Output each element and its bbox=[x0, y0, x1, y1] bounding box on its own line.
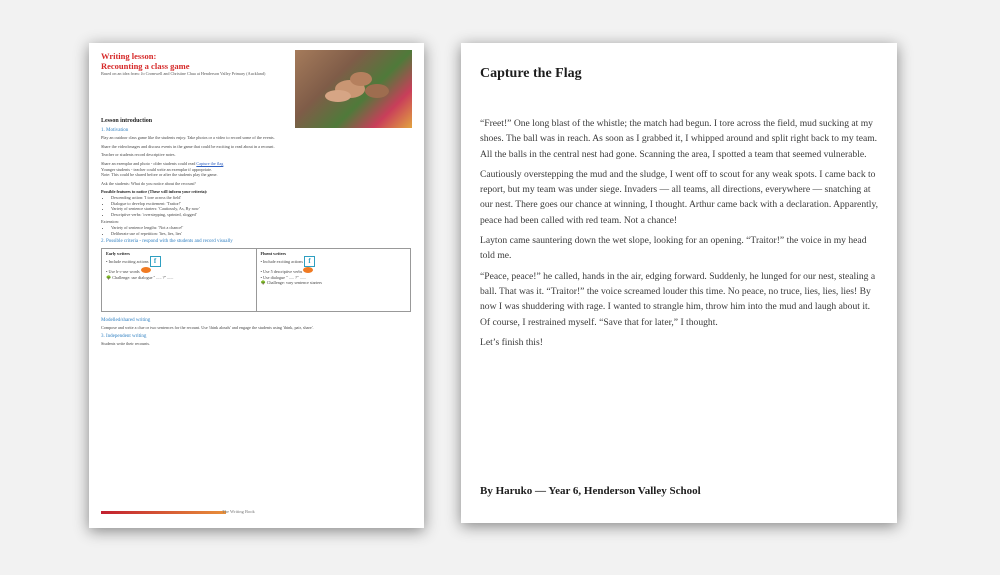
section-independent-heading: 3. Independent writing bbox=[101, 333, 147, 339]
footer-bar bbox=[101, 511, 226, 514]
early-writers-column: Early writers • Include exciting actions f • Use b-c-use words 🌳 Challenge: use dialogue " ..... ?" ...... bbox=[106, 250, 174, 280]
lesson-credit: Based on an idea from: Jo Cromwell and Christine Chua at Henderson Valley Primary (Auckland) bbox=[101, 71, 266, 76]
lesson-title: Writing lesson: Recounting a class game bbox=[101, 51, 190, 71]
capture-the-flag-link[interactable]: Capture the flag bbox=[196, 160, 224, 166]
features-heading: Possible features to notice (These will inform your criteria): bbox=[101, 189, 208, 195]
story-body bbox=[480, 116, 880, 355]
features-list: • Descending action: 'I tore across the field' • Dialogue to develop excitement: 'Traitor!' • Variety of sentence starters: 'Cautiously, As, By now' • Descriptive verbs: 'overstepping, sprinted, slogged' bbox=[111, 195, 411, 217]
footer-label: The Writing Book bbox=[222, 509, 255, 514]
section-criteria-heading: 2. Possible criteria - respond with the students and record visually bbox=[101, 239, 233, 245]
orange-oval-icon bbox=[303, 267, 313, 273]
story-paragraph: Let’s finish this! bbox=[480, 336, 543, 348]
letter-f-icon: f bbox=[150, 256, 161, 267]
tree-icon: 🌳 bbox=[106, 274, 112, 280]
story-paragraph: Cautiously overstepping the mud and the sludge, I went off to scout for any weak spots. I came back to report, but my team was under siege. Invaders — all teams, all directions, everywhere — snatching at our nest. There goes our chance at winning, I thought. Arthur came back with a declaration. Apparently, peace had been called with red team. Not a chance! bbox=[480, 168, 879, 226]
letter-f-icon: f bbox=[304, 256, 315, 267]
story-paragraph: “Freet!” One long blast of the whistle; the match had begun. I tore across the field, mud sucking at my shoes. The ball was in reach. As soon as I grabbed it, I whipped around and split right back to my team. All the balls in the central nest had gone. Scanning the area, I spotted a team that seemed vulnerable. bbox=[480, 118, 878, 160]
fluent-writers-column: Fluent writers • Include exciting actions f • Use 5 descriptive verbs • Use dialogue " ..... ?" ...... 🌳 Challenge: vary sentence starters bbox=[256, 249, 411, 311]
story-title: Capture the Flag bbox=[480, 66, 582, 81]
story-page bbox=[461, 43, 897, 523]
extension-list: • Variety of sentence lengths: 'Not a chance!' • Deliberate use of repetition: 'lies, lies, lies' bbox=[111, 225, 411, 236]
section-modelled-heading: Modelled/shared writing bbox=[101, 317, 151, 323]
section-motivation-heading: 1. Motivation bbox=[101, 127, 129, 133]
story-paragraph: Layton came sauntering down the wet slope, looking for an opening. “Traitor!” the voice in my head told me. bbox=[480, 235, 867, 262]
intro-heading: Lesson introduction bbox=[101, 118, 153, 124]
story-byline: By Haruko — Year 6, Henderson Valley School bbox=[480, 485, 701, 497]
lesson-plan-page bbox=[89, 43, 424, 528]
tree-icon: 🌳 bbox=[260, 280, 266, 286]
story-paragraph: “Peace, peace!” he called, hands in the air, edging forward. Suddenly, he lunged for our nest, stealing a ball. That was it. “Traitor!” the voice screamed louder this time. No peace, no truce, lies, lies, lies! By now I was shuddering with rage. I wanted to strangle him, throw him into the mud and laugh about it. Of course, I restrained myself. “Save that for later,” I thought. bbox=[480, 270, 876, 328]
lesson-body: Lesson introduction 1. Motivation Play an outdoor class game like the students enjoy. Take photos or a video to record some of the events. Share the video/images and discuss events in the game that could be exciting to read about in a recount. Teacher or students record descriptive notes. Share an exemplar and photo - older students could read Capture the flag Younger students - teacher could write an exemplar if appropriate. Note: This could be shared before or after the students play the game. Ask the students: What do you notice about the recount? Possible features to notice (These will inform your criteria): • Descending action: 'I tore across the field' • Dialogue to develop excitement: 'Traitor!' • Variety of sentence starters: 'Cautiously, As, By now' • Descriptive verbs: 'overstepping, sprinted, slogged' Extension: • Variety of sentence lengths: 'Not a chance!' • Deliberate use of repetition: 'lies, lies, lies' 2. Possible criteria - respond with the students and record visually Early writers • Include exciting actions f • Use b-c-use words 🌳 Challenge: use dialogue " ..... ?" ...... Fluent writers • Include exciting actions f • Use 5 descriptive verbs • Use dialogue " ..... ?" ...... 🌳 Challenge: vary sentence starters Modelled/shared writing Compose and write a clue or two sentences for the recount. Use 'think alouds' and engage the students using 'think, pair, share'. 3. Independent writing Students write their recounts. bbox=[101, 115, 411, 350]
orange-oval-icon bbox=[141, 267, 151, 273]
criteria-table bbox=[101, 248, 411, 312]
